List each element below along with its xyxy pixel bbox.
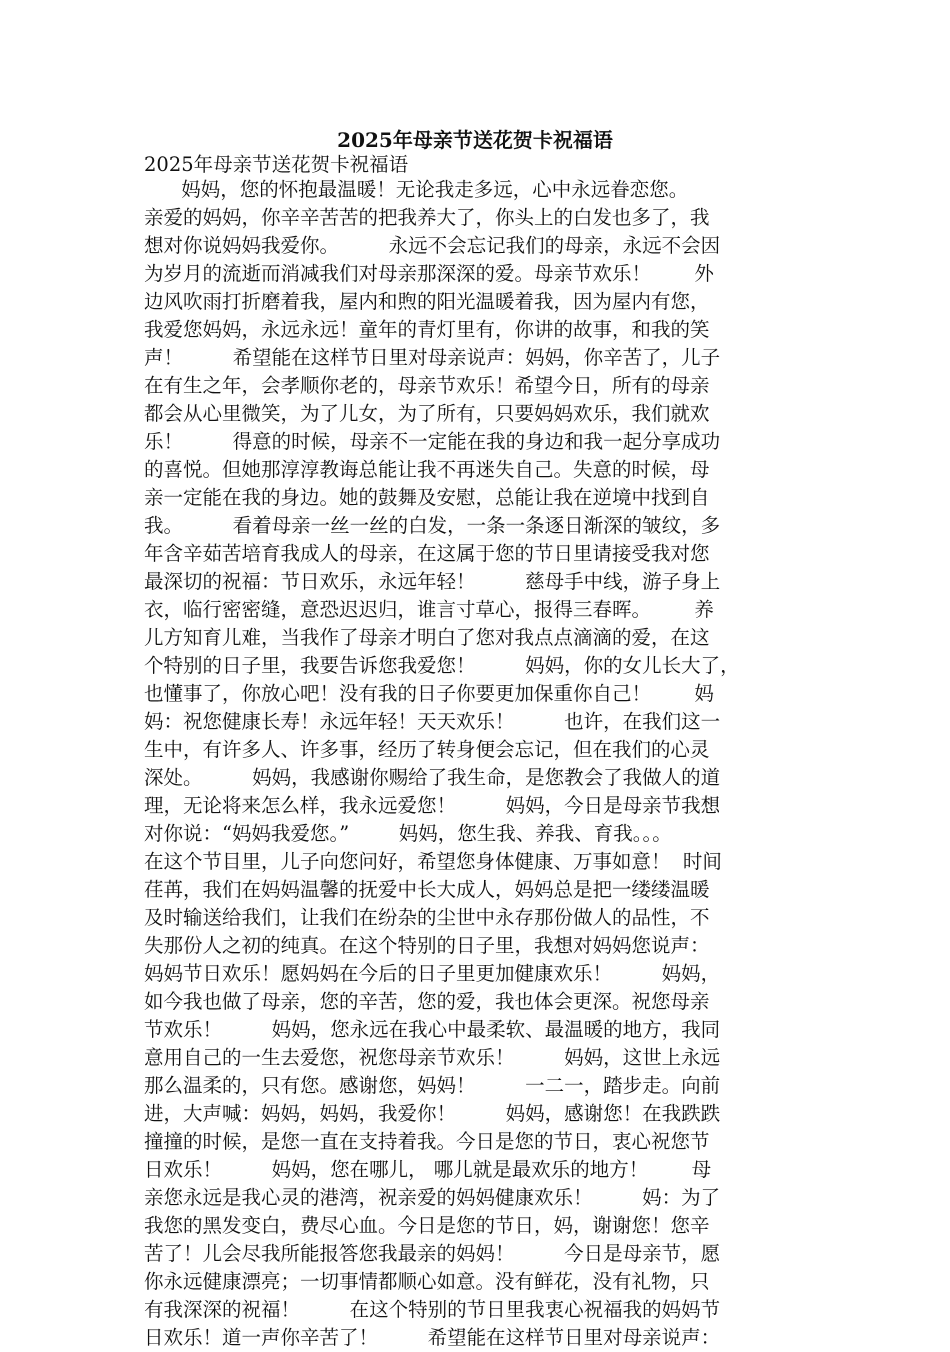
body-text-line: 乐！ 得意的时候，母亲不一定能在我的身边和我一起分享成功 [144, 430, 721, 453]
body-text-line: 也懂事了，你放心吧！没有我的日子你要更加保重你自己！ 妈 [144, 682, 714, 705]
body-text-line: 苦了！儿会尽我所能报答您我最亲的妈妈！ 今日是母亲节，愿 [144, 1242, 721, 1265]
body-text-line: 我您的黑发变白，费尽心血。今日是您的节日，妈，谢谢您！您辛 [144, 1214, 710, 1237]
body-text-line: 日欢乐！道一声你辛苦了！ 希望能在这样节日里对母亲说声： [144, 1326, 721, 1349]
body-text-line: 节欢乐！ 妈妈，您永远在我心中最柔软、最温暖的地方，我同 [144, 1018, 721, 1041]
body-text-line: 妈妈节日欢乐！愿妈妈在今后的日子里更加健康欢乐！ 妈妈， [144, 962, 721, 985]
body-text-line: 日欢乐！ 妈妈，您在哪儿， 哪儿就是最欢乐的地方！ 母 [144, 1158, 712, 1181]
body-text-line: 撞撞的时候，是您一直在支持着我。今日是您的节日，衷心祝您节 [144, 1130, 710, 1153]
body-text-line: 荏苒，我们在妈妈温馨的抚爱中长大成人，妈妈总是把一缕缕温暖 [144, 878, 710, 901]
body-text-line: 我。 看着母亲一丝一丝的白发，一条一条逐日渐深的皱纹，多 [144, 514, 721, 537]
document-subtitle: 2025年母亲节送花贺卡祝福语 [144, 153, 409, 176]
body-text-line: 深处。 妈妈，我感谢你赐给了我生命，是您教会了我做人的道 [144, 766, 721, 789]
body-text-line: 进，大声喊：妈妈，妈妈，我爱你！ 妈妈，感谢您！在我跌跌 [144, 1102, 721, 1125]
body-text-line: 如今我也做了母亲，您的辛苦，您的爱，我也体会更深。祝您母亲 [144, 990, 710, 1013]
body-text-line: 对你说：“妈妈我爱您。” 妈妈，您生我、养我、育我。。。 [144, 822, 672, 845]
body-text-line: 亲您永远是我心灵的港湾，祝亲爱的妈妈健康欢乐！ 妈：为了 [144, 1186, 721, 1209]
body-text-line: 为岁月的流逝而消减我们对母亲那深深的爱。母亲节欢乐！ 外 [144, 262, 714, 285]
body-text-line: 妈：祝您健康长寿！永远年轻！天天欢乐！ 也许，在我们这一 [144, 710, 721, 733]
body-text-line: 意用自己的一生去爱您，祝您母亲节欢乐！ 妈妈，这世上永远 [144, 1046, 721, 1069]
body-text-line: 声！ 希望能在这样节日里对母亲说声：妈妈，你辛苦了，儿子 [144, 346, 721, 369]
body-text-line: 在这个节目里，儿子向您问好，希望您身体健康、万事如意！ 时间 [144, 850, 722, 873]
body-text-line: 生中，有许多人、许多事，经历了转身便会忘记，但在我们的心灵 [144, 738, 710, 761]
body-text-line: 妈妈，您的怀抱最温暖！无论我走多远，心中永远眷恋您。 [144, 178, 689, 201]
body-text-line: 亲爱的妈妈，你辛辛苦苦的把我养大了，你头上的白发也多了，我 [144, 206, 710, 229]
body-text-line: 及时输送给我们，让我们在纷杂的尘世中永存那份做人的品性，不 [144, 906, 710, 929]
body-text-line: 衣，临行密密缝，意恐迟迟归，谁言寸草心，报得三春晖。 养 [144, 598, 714, 621]
body-text-line: 在有生之年，会孝顺你老的，母亲节欢乐！希望今日，所有的母亲 [144, 374, 710, 397]
body-text-line: 都会从心里微笑，为了儿女，为了所有，只要妈妈欢乐，我们就欢 [144, 402, 710, 425]
body-text-line: 边风吹雨打折磨着我，屋内和煦的阳光温暖着我，因为屋内有您， [144, 290, 710, 313]
body-text-line: 最深切的祝福：节日欢乐，永远年轻！ 慈母手中线，游子身上 [144, 570, 721, 593]
body-text-line: 年含辛茹苦培育我成人的母亲，在这属于您的节日里请接受我对您 [144, 542, 710, 565]
body-text-line: 个特别的日子里，我要告诉您我爱您！ 妈妈，你的女儿长大了， [144, 654, 740, 677]
body-text-line: 我爱您妈妈，永远永远！童年的青灯里有，你讲的故事，和我的笑 [144, 318, 710, 341]
document-title: 2025年母亲节送花贺卡祝福语 [337, 128, 613, 152]
body-text-line: 失那份人之初的纯真。在这个特别的日子里，我想对妈妈您说声： [144, 934, 710, 957]
body-text-line: 有我深深的祝福！ 在这个特别的节日里我衷心祝福我的妈妈节 [144, 1298, 721, 1321]
body-text-line: 想对你说妈妈我爱你。 永远不会忘记我们的母亲，永远不会因 [144, 234, 721, 257]
body-text-line: 亲一定能在我的身边。她的鼓舞及安慰，总能让我在逆境中找到自 [144, 486, 710, 509]
body-text-line: 你永远健康漂亮；一切事情都顺心如意。没有鲜花，没有礼物，只 [144, 1270, 710, 1293]
body-text-line: 理，无论将来怎么样，我永远爱您！ 妈妈，今日是母亲节我想 [144, 794, 721, 817]
document-body [144, 176, 809, 1352]
body-text-line: 的喜悦。但她那淳淳教诲总能让我不再迷失自己。失意的时候，母 [144, 458, 710, 481]
body-text-line: 儿方知育儿难，当我作了母亲才明白了您对我点点滴滴的爱，在这 [144, 626, 710, 649]
body-text-line: 那么温柔的，只有您。感谢您，妈妈！ 一二一，踏步走。向前 [144, 1074, 721, 1097]
